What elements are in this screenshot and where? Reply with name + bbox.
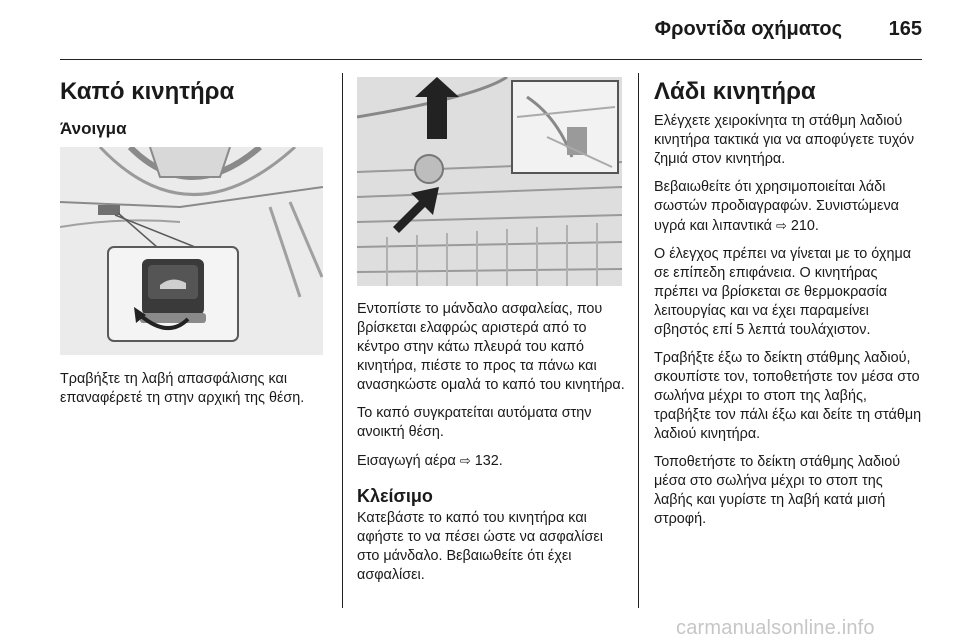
paragraph-check-conditions: Ο έλεγχος πρέπει να γίνεται με το όχημα σε επίπεδη επιφάνεια. Ο κινητήρας πρέπει να βρίσκεται σε θερμοκρασία λειτουργίας και να έχει παραμείνει σβηστός επί 5 λεπτά τουλάχιστον.	[654, 246, 912, 338]
oil-specification-text: Βεβαιωθείτε ότι χρησιμοποιείται λάδι σωστών προδιαγραφών. Συνιστώμενα υγρά και λιπαντικά	[654, 179, 899, 234]
paragraph-dipstick-reinsert: Τοποθετήστε το δείκτη στάθμης λαδιού μέσα στο σωλήνα μέχρι το στοπ της λαβής και γυρίστε τη λαβή κατά μισή στροφή.	[654, 454, 901, 527]
air-intake-label: Εισαγωγή αέρα	[357, 453, 456, 469]
paragraph-hood-held-open: Το καπό συγκρατείται αυτόματα στην ανοικτή θέση.	[357, 405, 592, 440]
subheading-opening: Άνοιγμα	[60, 119, 127, 138]
column-hood-opening-text	[60, 370, 328, 417]
safety-catch-illustration	[357, 77, 622, 286]
header-rule	[60, 59, 922, 60]
paragraph-locate-catch: Εντοπίστε το μάνδαλο ασφαλείας, που βρίσκεται ελαφρώς αριστερά από το κέντρο στην κάτω πλευρά του καπό κινητήρα, πιέστε το προς τα πάνω και ανασηκώστε ομαλά το καπό του κινητήρα.	[357, 301, 625, 393]
paragraph-oil-specification	[654, 178, 922, 236]
cross-reference-icon: ⇨	[459, 453, 471, 468]
watermark: carmanualsonline.info	[676, 617, 875, 639]
fluids-page-ref[interactable]: 210.	[790, 218, 819, 234]
column-engine-oil	[654, 78, 922, 538]
paragraph-dipstick-procedure: Τραβήξτε έξω το δείκτη στάθμης λαδιού, σκουπίστε τον, τοποθετήστε τον μέσα στο σωλήνα μέχρι το στοπ της λαβής, τραβήξτε τον πάλι έξω και δείτε τη στάθμη λαδιού κινητήρα.	[654, 350, 922, 442]
air-intake-page-ref[interactable]: 132.	[474, 453, 503, 469]
section-title-hood: Καπό κινητήρα	[60, 78, 235, 105]
paragraph-check-oil-level: Ελέγχετε χειροκίνητα τη στάθμη λαδιού κινητήρα τακτικά για να αποφύγετε τυχόν ζημιά στον κινητήρα.	[654, 113, 915, 167]
page-number: 165	[888, 18, 922, 40]
column-divider-1	[342, 73, 343, 608]
column-divider-2	[638, 73, 639, 608]
section-title-engine-oil: Λάδι κινητήρα	[654, 78, 816, 105]
subheading-closing: Κλείσιμο	[357, 486, 433, 506]
hood-release-illustration	[60, 147, 323, 355]
paragraph-release-lever: Τραβήξτε τη λαβή απασφάλισης και επαναφέρετέ τη στην αρχική της θέση.	[60, 371, 305, 406]
cross-reference-icon: ⇨	[775, 218, 787, 233]
paragraph-air-intake-ref	[357, 451, 625, 471]
paragraph-closing-instructions: Κατεβάστε το καπό του κινητήρα και αφήστε το να πέσει ώστε να ασφαλίσει στο μάνδαλο. Βεβαιωθείτε ότι έχει ασφαλίσει.	[357, 510, 603, 583]
figure-safety-catch	[357, 77, 622, 286]
figure-hood-release-lever	[60, 147, 323, 355]
column-hood-opening	[60, 78, 328, 142]
page-header-title: Φροντίδα οχήματος	[654, 18, 842, 40]
column-hood-catch-text	[357, 300, 625, 594]
